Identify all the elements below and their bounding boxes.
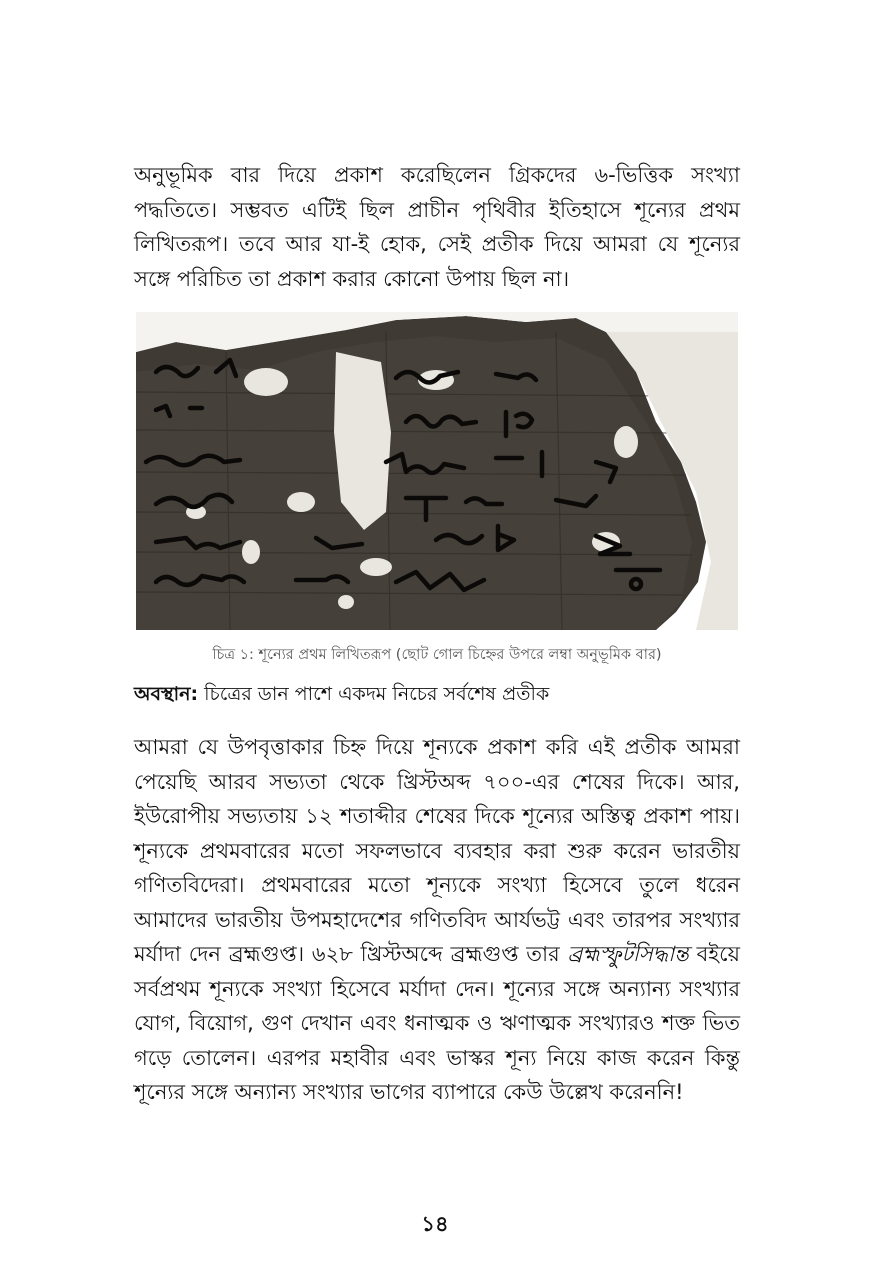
papyrus-image (136, 312, 738, 630)
location-label: অবস্থান: (134, 683, 199, 705)
papyrus-figure (136, 312, 738, 630)
book-title: ব্রহ্মস্ফুটসিদ্ধান্ত (567, 942, 689, 966)
paragraph-history-part-1: আমরা যে উপবৃত্তাকার চিহ্ন দিয়ে শূন্যকে প্রকাশ করি এই প্রতীক আমরা পেয়েছি আরব সভ্যতা থেকে খ্রিস্টঅব্দ ৭০০-এর শেষের দিকে। আর, ইউরোপীয় সভ্যতায় ১২ শতাব্দীর শেষের দিকে শূন্যের অস্তিত্ব প্রকাশ পায়। শূন্যকে প্রথমবারের মতো সফলভাবে ব্যবহার করা শুরু করেন ভারতীয় গণিতবিদেরা। প্রথমবারের মতো শূন্যকে সংখ্যা হিসেবে তুলে ধরেন আমাদের ভারতীয় উপমহাদেশের গণিতবিদ আর্যভট্ট এবং তারপর সংখ্যার মর্যাদা দেন ব্রহ্মগুপ্ত। ৬২৮ খ্রিস্টঅব্দে ব্রহ্মগুপ্ত তার (134, 735, 740, 966)
location-text: চিত্রের ডান পাশে একদম নিচের সর্বশেষ প্রতীক (198, 683, 550, 705)
paragraph-history-part-2: বইয়ে সর্বপ্রথম শূন্যকে সংখ্যা হিসেবে মর্যাদা দেন। শূন্যের সঙ্গে অন্যান্য সংখ্যার যোগ, বিয়োগ, গুণ দেখান এবং ধনাত্মক ও ঋণাত্মক সংখ্যারও শক্ত ভিত গড়ে তোলেন। এরপর মহাবীর এবং ভাস্কর শূন্য নিয়ে কাজ করেন কিন্তু শূন্যের সঙ্গে অন্যান্য সংখ্যার ভাগের ব্যাপারে কেউ উল্লেখ করেননি! (134, 942, 740, 1104)
paragraph-history (134, 730, 740, 1110)
location-note (134, 680, 740, 712)
figure-caption: চিত্র ১: শূন্যের প্রথম লিখিতরূপ (ছোট গোল চিহ্নের উপরে লম্বা অনুভূমিক বার) (212, 647, 662, 663)
page-number: ১৪ (421, 1212, 449, 1236)
paragraph-intro: অনুভূমিক বার দিয়ে প্রকাশ করেছিলেন গ্রিকদের ৬-ভিত্তিক সংখ্যা পদ্ধতিতে। সম্ভবত এটিই ছিল প্রাচীন পৃথিবীর ইতিহাসে শূন্যের প্রথম লিখিতরূপ। তবে আর যা-ই হোক, সেই প্রতীক দিয়ে আমরা যে শূন্যের সঙ্গে পরিচিত তা প্রকাশ করার কোনো উপায় ছিল না। (134, 163, 740, 291)
